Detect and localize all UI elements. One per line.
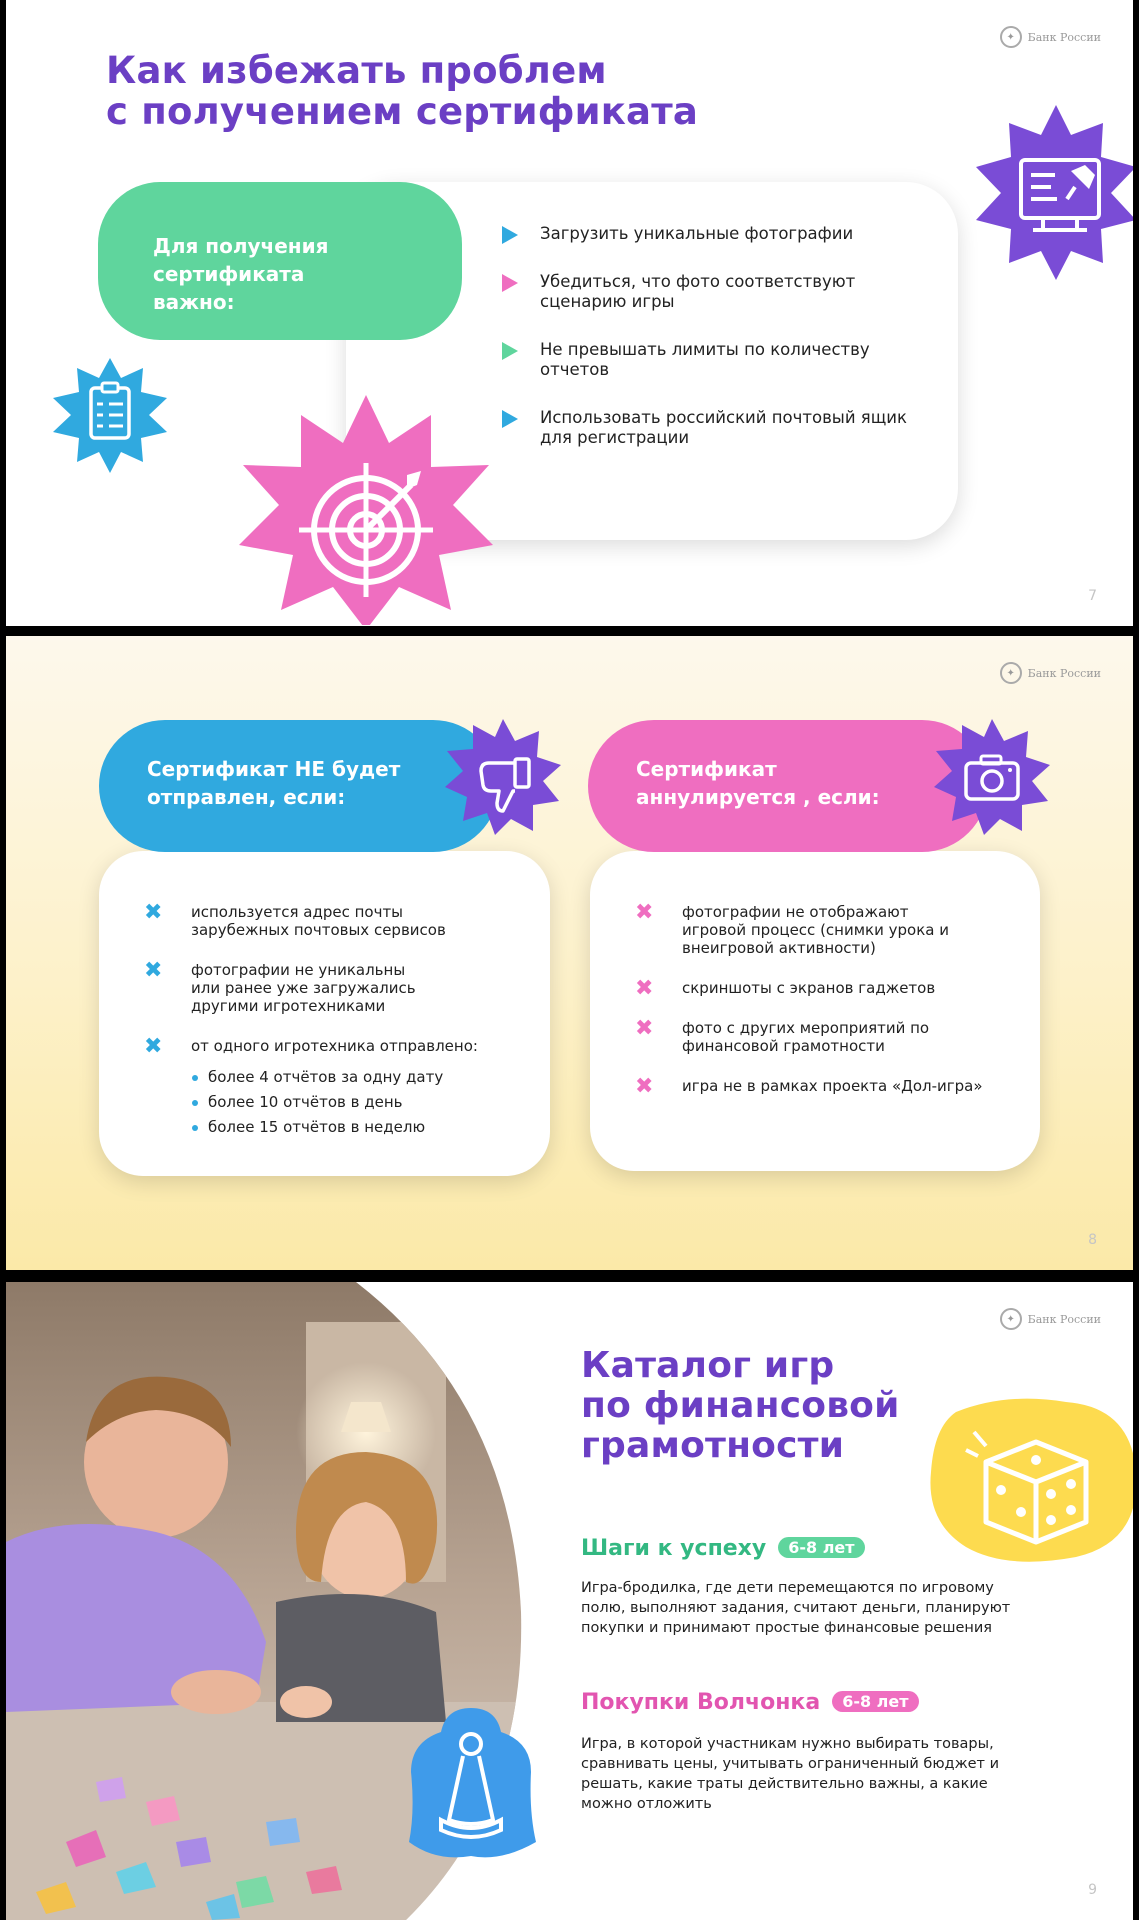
page-number: 9 [1088, 1882, 1097, 1898]
list-item: ✖ фотографии не уникальны или ранее уже загружались другими игротехниками [144, 958, 416, 1015]
not-sent-card [99, 851, 550, 1176]
list-item: Использовать российский почтовый ящик для регистрации [502, 408, 922, 448]
bank-logo [1000, 662, 1101, 684]
report-limits-list [191, 1069, 534, 1136]
target-icon [231, 395, 501, 625]
page-number: 8 [1088, 1232, 1097, 1248]
game-piece-icon [401, 1702, 541, 1862]
age-badge: 6-8 лет [832, 1691, 918, 1712]
cross-icon: ✖ [635, 1016, 654, 1041]
game-title-wolf: Покупки Волчонка 6-8 лет [581, 1690, 919, 1715]
game-description: Игра-бродилка, где дети перемещаются по игровому полю, выполняют задания, считают деньги, планируют покупки и принимают простые финансовые решения [581, 1580, 1011, 1636]
triangle-bullet-icon [502, 274, 518, 292]
game-title-steps: Шаги к успеху 6-8 лет [581, 1536, 865, 1561]
camera-icon [933, 719, 1051, 835]
list-item: более 10 отчётов в день [191, 1094, 534, 1111]
list-item: ✖ от одного игротехника отправлено: более 4 отчётов за одну дату более 10 отчётов в день более 15 отчётов в неделю [144, 1037, 534, 1136]
eagle-emblem-icon: ✦ [1000, 26, 1022, 48]
list-item: более 4 отчётов за одну дату [191, 1069, 534, 1086]
triangle-bullet-icon [502, 342, 518, 360]
logo-text: Банк России [1027, 30, 1101, 44]
eagle-emblem-icon: ✦ [1000, 662, 1022, 684]
logo-text: Банк России [1027, 666, 1101, 680]
list-item: ✖ фотографии не отображают игровой процесс (снимки урока и внеигровой активности) [635, 900, 949, 957]
list-item: ✖ фото с других мероприятий по финансовой грамотности [635, 1016, 930, 1055]
cross-icon: ✖ [144, 958, 163, 983]
slide-title: Каталог игр по финансовой грамотности [581, 1345, 900, 1466]
monitor-pin-icon [971, 105, 1133, 280]
slide-certificate-tips [6, 0, 1133, 626]
list-item: ✖ игра не в рамках проекта «Дол-игра» [635, 1074, 983, 1099]
age-badge: 6-8 лет [778, 1537, 864, 1558]
list-item: ✖ используется адрес почты зарубежных почтовых сервисов [144, 900, 446, 939]
eagle-emblem-icon: ✦ [1000, 1308, 1022, 1330]
requirements-list [502, 224, 922, 476]
cross-icon: ✖ [144, 1034, 163, 1059]
triangle-bullet-icon [502, 410, 518, 428]
thumbs-down-icon [443, 719, 563, 835]
cross-icon: ✖ [144, 900, 163, 925]
slide-title: Как избежать проблем с получением сертификата [106, 49, 699, 133]
game-description: Игра, в которой участникам нужно выбирать товары, сравнивать цены, учитывать ограниченный бюджет и решать, какие траты действительно важны, а какие можно отложить [581, 1736, 1000, 1812]
list-item: ✖ скриншоты с экранов гаджетов [635, 976, 936, 1001]
slide-certificate-conditions [6, 636, 1133, 1270]
cross-icon: ✖ [635, 1074, 654, 1099]
requirements-pill: Для получения сертификата важно: [98, 182, 462, 340]
annulled-pill: Сертификат аннулируется , если: [588, 720, 988, 852]
not-sent-pill: Сертификат НЕ будет отправлен, если: [99, 720, 499, 852]
bank-logo [1000, 1308, 1101, 1330]
triangle-bullet-icon [502, 226, 518, 244]
dice-icon [926, 1392, 1133, 1567]
list-item: Загрузить уникальные фотографии [502, 224, 922, 244]
annulled-card [590, 851, 1040, 1171]
list-item: Убедиться, что фото соответствуют сценарию игры [502, 272, 922, 312]
logo-text: Банк России [1027, 1312, 1101, 1326]
bank-logo [1000, 26, 1101, 48]
not-sent-list [144, 900, 534, 1158]
list-item: Не превышать лимиты по количеству отчетов [502, 340, 922, 380]
list-item: более 15 отчётов в неделю [191, 1119, 534, 1136]
checklist-icon [51, 358, 169, 473]
cross-icon: ✖ [635, 976, 654, 1001]
cross-icon: ✖ [635, 900, 654, 925]
slide-games-catalog [6, 1282, 1133, 1920]
annulled-list [635, 900, 1025, 1117]
page-number: 7 [1088, 588, 1097, 604]
